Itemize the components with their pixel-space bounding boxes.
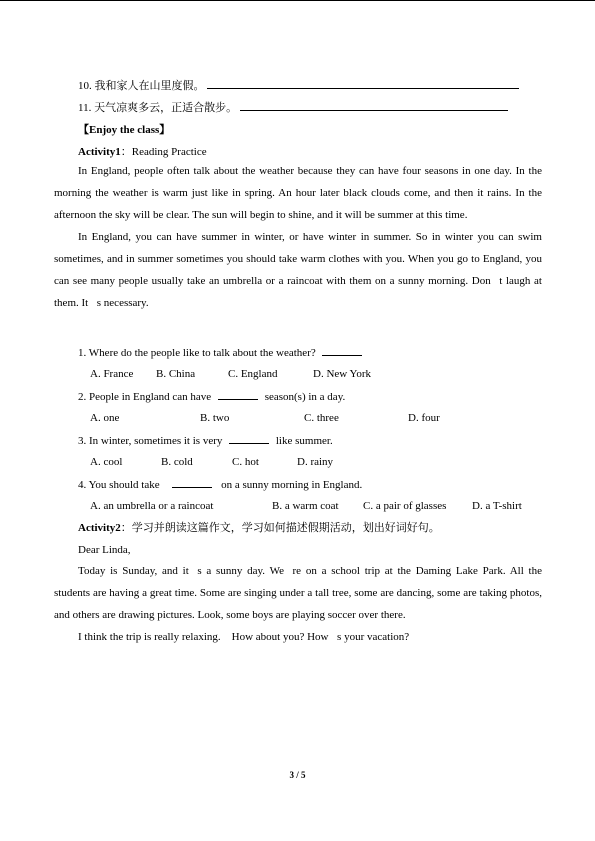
- question-3: [78, 433, 333, 448]
- q4-option-d[interactable]: D. a T-shirt: [472, 500, 522, 512]
- question-stem-end: on a sunny morning in England.: [221, 479, 363, 491]
- q2-option-b[interactable]: B. two: [200, 412, 230, 424]
- answer-blank[interactable]: [229, 433, 269, 444]
- question-stem: 4. You should take: [78, 479, 160, 491]
- answer-blank[interactable]: [207, 78, 519, 89]
- question-2: [78, 389, 345, 404]
- reading-paragraph-1: In England, people often talk about the weather because they can have four seasons in one day. In the morning the weather is warm just like in spring. An hour later black clouds come, and then it rains. In the afternoon the sky will be clear. The sun will begin to shine, and it will be summer at this time.: [54, 165, 542, 221]
- answer-blank[interactable]: [322, 345, 362, 356]
- question-stem-end: like summer.: [275, 435, 333, 447]
- letter-body: [54, 560, 542, 648]
- question-stem: 1. Where do the people like to talk about the weather?: [78, 347, 316, 359]
- q2-option-c[interactable]: C. three: [304, 412, 339, 424]
- page-number: 3 / 5: [289, 770, 306, 780]
- letter-greeting: Dear Linda,: [78, 544, 131, 556]
- answer-blank[interactable]: [172, 477, 212, 488]
- q4-option-a[interactable]: A. an umbrella or a raincoat: [90, 500, 214, 512]
- reading-paragraph-2: In England, you can have summer in winter, or have winter in summer. So in winter you can swim sometimes, and in summer sometimes you should take warm clothes with you. When you go to England, you can see many people usually take an umbrella or a raincoat with them on a sunny morning. Don t laugh at them. It s necessary.: [54, 231, 542, 309]
- page-top-border: [0, 0, 595, 1]
- q1-option-d[interactable]: D. New York: [313, 368, 372, 380]
- activity2-label: Activity2: [78, 522, 121, 534]
- letter-paragraph-1: Today is Sunday, and it s a sunny day. We re on a school trip at the Daming Lake Park. All the students are having a great time. Some are singing under a tall tree, some are dancing, some are taking photos, and others are drawing pictures. Look, some boys are playing soccer over there.: [54, 565, 542, 621]
- question-1: [78, 345, 362, 360]
- reading-passage: [54, 160, 542, 314]
- q1-option-c[interactable]: C. England: [228, 368, 278, 380]
- activity1-colon: ：: [120, 146, 132, 158]
- question-stem: 3. In winter, sometimes it is very: [78, 435, 223, 447]
- activity1-label: Activity1: [78, 146, 121, 158]
- answer-blank[interactable]: [218, 389, 258, 400]
- section-title: 【Enjoy the class】: [78, 124, 171, 136]
- q3-option-c[interactable]: C. hot: [232, 456, 259, 468]
- q4-option-c[interactable]: C. a pair of glasses: [363, 500, 447, 512]
- translation-q11: [78, 100, 508, 115]
- translation-q10-text: 10. 我和家人在山里度假。: [78, 80, 205, 92]
- question-stem-end: season(s) in a day.: [264, 391, 346, 403]
- activity2-colon: ：: [120, 522, 132, 534]
- activity1-title: Reading Practice: [131, 146, 207, 158]
- q3-option-b[interactable]: B. cold: [161, 456, 193, 468]
- q3-option-d[interactable]: D. rainy: [297, 456, 334, 468]
- activity2-instruction: 学习并朗读这篇作文，学习如何描述假期活动，划出好词好句。: [131, 522, 440, 534]
- activity1-heading: [78, 145, 207, 159]
- answer-blank[interactable]: [240, 100, 508, 111]
- translation-q10: [78, 78, 519, 93]
- q4-option-b[interactable]: B. a warm coat: [272, 500, 339, 512]
- q3-option-a[interactable]: A. cool: [90, 456, 123, 468]
- question-4: [78, 477, 362, 492]
- activity2-heading: [78, 521, 440, 535]
- question-stem: 2. People in England can have: [78, 391, 212, 403]
- q1-option-b[interactable]: B. China: [156, 368, 196, 380]
- translation-q11-text: 11. 天气凉爽多云，正适合散步。: [78, 102, 238, 114]
- q2-option-d[interactable]: D. four: [408, 412, 440, 424]
- q1-option-a[interactable]: A. France: [90, 368, 134, 380]
- q2-option-a[interactable]: A. one: [90, 412, 120, 424]
- letter-paragraph-2: I think the trip is really relaxing. How about you? How s your vacation?: [78, 631, 410, 643]
